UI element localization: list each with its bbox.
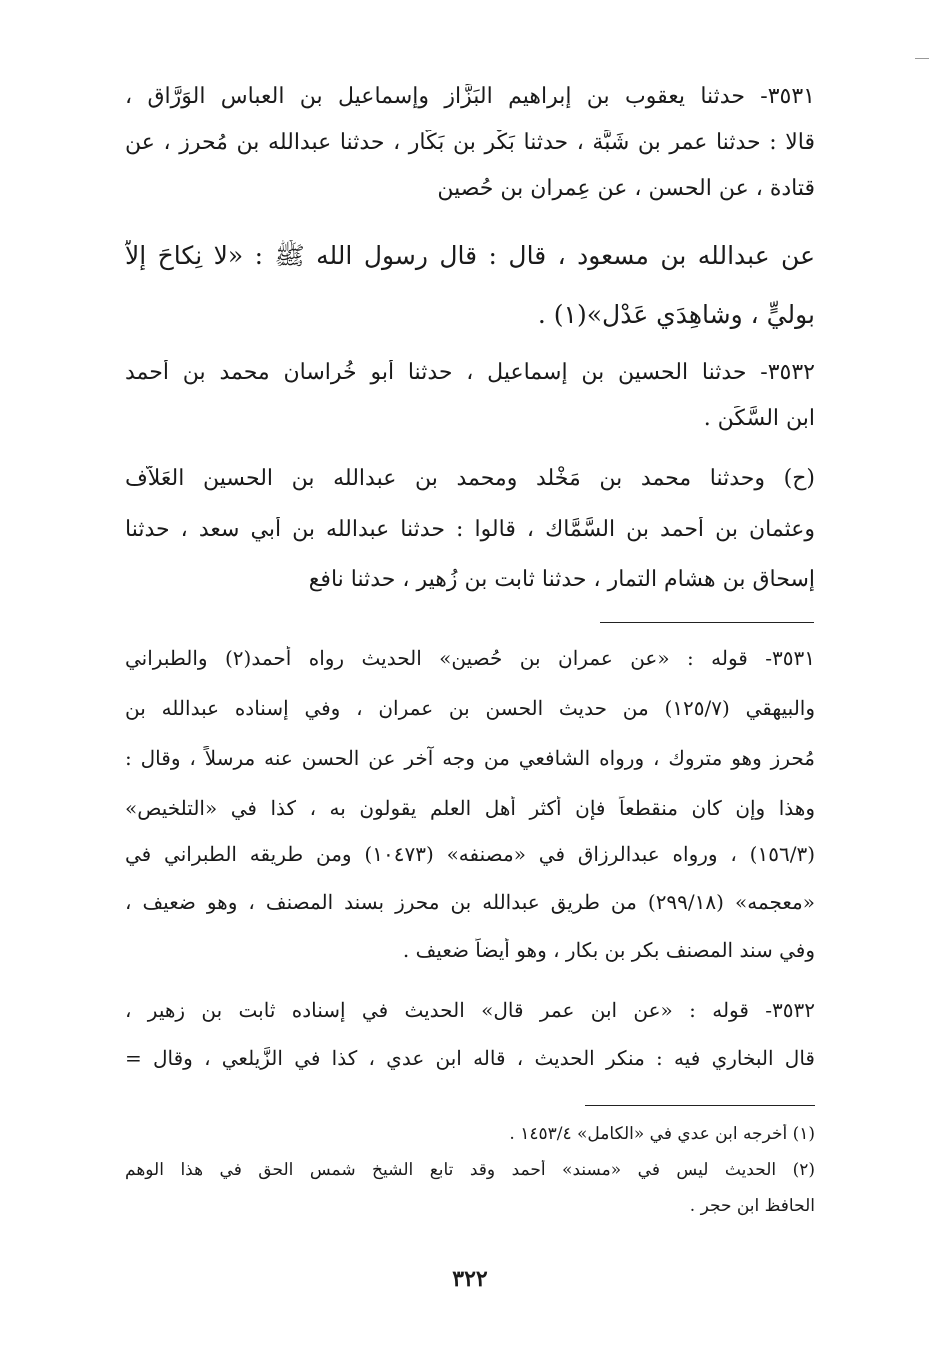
- commentary-3531-line-6: «معجمه» (٢٩٩/١٨) من طريق عبدالله بن محرز بسند المصنف ، وهو ضعيف ،: [125, 890, 815, 914]
- hadith-3531-matn-line-1: عن عبدالله بن مسعود ، قال : قال رسول الله ﷺ : «لا نِكاحَ إلاّ: [125, 241, 815, 270]
- hadith-3531-line-1: ٣٥٣١- حدثنا يعقوب بن إبراهيم البَزَّاز وإسماعيل بن العباس الوَرَّاق ،: [125, 84, 815, 109]
- hadith-3532-line-2: ابن السَّكَن .: [703, 406, 815, 431]
- commentary-3531-line-4: وهذا وإن كان منقطعاً فإن أكثر أهل العلم يقولون به ، كذا في «التلخيص»: [125, 796, 815, 820]
- hadith-3531-line-3: قتادة ، عن الحسنِ ، عن عِمران بن حُصين: [437, 176, 815, 201]
- hadith-3532-line-1: ٣٥٣٢- حدثنا الحسين بن إسماعيل ، حدثنا أبو خُراسان محمد بن أحمد: [125, 360, 815, 385]
- page-number: ٣٢٢: [452, 1266, 488, 1292]
- commentary-3532-line-1: ٣٥٣٢- قوله : «عن ابن عمر قال» الحديث في إسناده ثابت بن زهير ،: [125, 998, 815, 1022]
- footnote-2-line-2: الحافظ ابن حجر .: [689, 1196, 815, 1216]
- hadith-3532-ha-line-1: (ح) وحدثنا محمد بن مَخْلد ومحمد بن عبدالله بن الحسين العَلاَّف: [125, 466, 815, 491]
- hadith-3531-matn-line-2: بوليٍّ ، وشاهِدَي عَدْل»(١) .: [537, 300, 815, 329]
- commentary-3531-line-3: مُحرِز وهو متروك ، ورواه الشافعي من وجه آخر عن الحسن عنه مرسلاً ، وقال :: [125, 746, 815, 770]
- hadith-3532-ha-line-2: وعثمان بن أحمد بن السَّمَّاك ، قالوا : حدثنا عبدالله بن أبي سعد ، حدثنا: [125, 517, 815, 542]
- footnote-2-line-1: (٢) الحديث ليس في «مسند» أحمد وقد تابع الشيخ شمس الحق في هذا الوهم: [125, 1160, 815, 1180]
- commentary-3531-line-2: والبيهقي (١٢٥/٧) من حديث الحسن بن عمران ، وفي إسناده عبدالله بن: [125, 696, 815, 720]
- commentary-3531-line-7: وفي سند المصنف بكر بن بكار ، وهو أيضاً ضعيف .: [402, 938, 815, 962]
- footnote-separator: [585, 1105, 815, 1106]
- hadith-3531-line-2: قالا : حدثنا عمر بن شَبَّة ، حدثنا بَكْر بن بَكَّار ، حدثنا عبدالله بن مُحرِز ، عن: [125, 130, 815, 155]
- commentary-separator: [600, 622, 814, 623]
- hadith-3532-ha-line-3: إسحاق بن هشام التمار ، حدثنا ثابت بن زُهير ، حدثنا نافع: [308, 567, 815, 592]
- footnote-1: (١) أخرجه ابن عدي في «الكامل» ١٤٥٣/٤ .: [509, 1124, 815, 1144]
- scan-mark: [915, 58, 929, 59]
- commentary-3531-line-1: ٣٥٣١- قوله : «عن عمران بن حُصين» الحديث رواه أحمد(٢) والطبراني: [125, 646, 815, 670]
- commentary-3532-line-2: قال البخاري فيه : منكر الحديث ، قاله ابن عدي ، كذا في الزَّيلعي ، وقال =: [125, 1046, 815, 1070]
- commentary-3531-line-5: (١٥٦/٣) ، ورواه عبدالرزاق في «مصنفه» (١٠٤٧٣) ومن طريقه الطبراني في: [125, 842, 815, 866]
